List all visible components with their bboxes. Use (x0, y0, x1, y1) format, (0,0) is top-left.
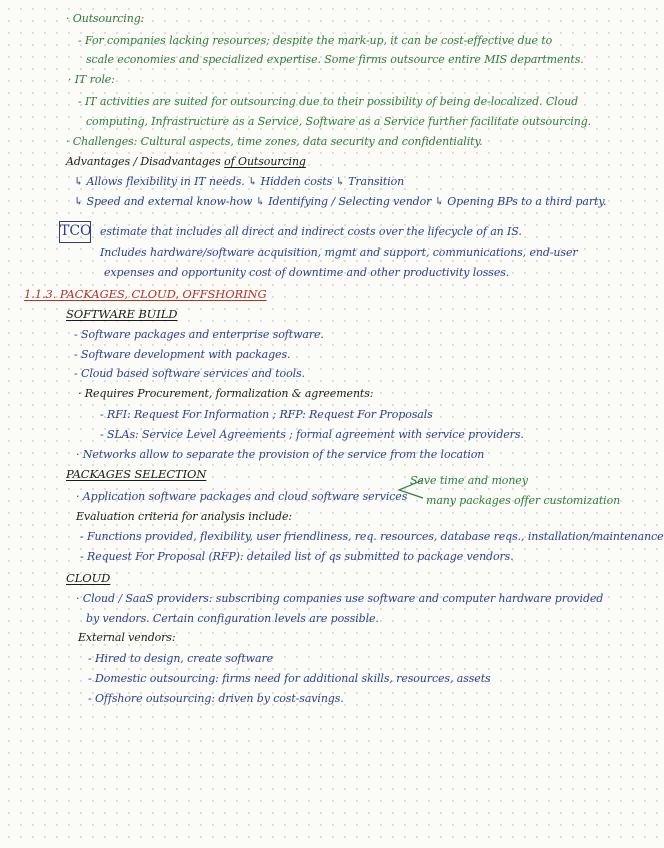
adv-disadv-heading (66, 155, 306, 169)
evaluation-criteria-label: Evaluation criteria for analysis include: (76, 510, 293, 523)
challenges-line: · Challenges: Cultural aspects, time zones, data security and confidentiality. (66, 135, 483, 148)
external-vendors-item-3: - Offshore outsourcing: driven by cost-savings. (88, 692, 344, 705)
tco-line-2: Includes hardware/software acquisition, mgmt and support, communications, end-user (100, 246, 578, 259)
adv-disadv-row-2: ↳ Speed and external know-how ↳ Identifying / Selecting vendor ↳ Opening BPs to a third party. (74, 195, 607, 208)
adv-disadv-heading-underlined: of Outsourcing (224, 155, 306, 168)
packages-selection-item-1: · Application software packages and cloud software services (76, 490, 408, 503)
cloud-heading: CLOUD (66, 571, 111, 585)
it-role-label: · IT role: (68, 73, 115, 86)
software-build-item-4: · Requires Procurement, formalization & agreements: (78, 387, 374, 400)
outsourcing-label: · Outsourcing: (66, 12, 145, 25)
adv-disadv-row-1: ↳ Allows flexibility in IT needs. ↳ Hidden costs ↳ Transition (74, 175, 405, 188)
packages-note-2: many packages offer customization (426, 494, 621, 507)
software-build-sub-1: - RFI: Request For Information ; RFP: Request For Proposals (100, 408, 433, 421)
software-build-item-3: - Cloud based software services and tools. (74, 367, 305, 380)
cloud-item-1-continued: by vendors. Certain configuration levels are possible. (86, 612, 379, 625)
bracket-arrow-icon (395, 474, 425, 500)
external-vendors-label: External vendors: (78, 631, 176, 644)
software-build-item-2: - Software development with packages. (74, 348, 291, 361)
packages-selection-heading: PACKAGES SELECTION (66, 467, 207, 481)
external-vendors-item-2: - Domestic outsourcing: firms need for additional skills, resources, assets (88, 672, 491, 685)
packages-note-1: Save time and money (410, 474, 528, 487)
cloud-item-1: · Cloud / SaaS providers: subscribing companies use software and computer hardware provided (76, 592, 604, 605)
evaluation-criteria-1: - Functions provided, flexibility, user friendliness, req. resources, database reqs., installation/maintenance (80, 530, 664, 543)
outsourcing-detail-line-1: - For companies lacking resources; despite the mark-up, it can be cost-effective due to (78, 34, 553, 47)
tco-box: TCO (59, 221, 91, 243)
it-role-detail-line-1: - IT activities are suited for outsourcing due to their possibility of being de-localized. Cloud (78, 95, 579, 108)
section-title: 1.1.3. PACKAGES, CLOUD, OFFSHORING (24, 287, 267, 301)
adv-disadv-heading-prefix: Advantages / Disadvantages (66, 155, 225, 168)
software-build-item-5: · Networks allow to separate the provision of the service from the location (76, 448, 485, 461)
outsourcing-detail-line-2: scale economies and specialized expertise. Some firms outsource entire MIS departments. (86, 53, 584, 66)
it-role-detail-line-2: computing, Infrastructure as a Service, Software as a Service further facilitate outsourcing. (86, 115, 592, 128)
software-build-heading: SOFTWARE BUILD (66, 307, 178, 321)
tco-line-1: estimate that includes all direct and indirect costs over the lifecycle of an IS. (100, 225, 522, 238)
tco-line-3: expenses and opportunity cost of downtime and other productivity losses. (104, 266, 510, 279)
external-vendors-item-1: - Hired to design, create software (88, 652, 274, 665)
software-build-item-1: - Software packages and enterprise software. (74, 328, 324, 341)
evaluation-criteria-2: - Request For Proposal (RFP): detailed list of qs submitted to package vendors. (80, 550, 514, 563)
software-build-sub-2: - SLAs: Service Level Agreements ; formal agreement with service providers. (100, 428, 524, 441)
